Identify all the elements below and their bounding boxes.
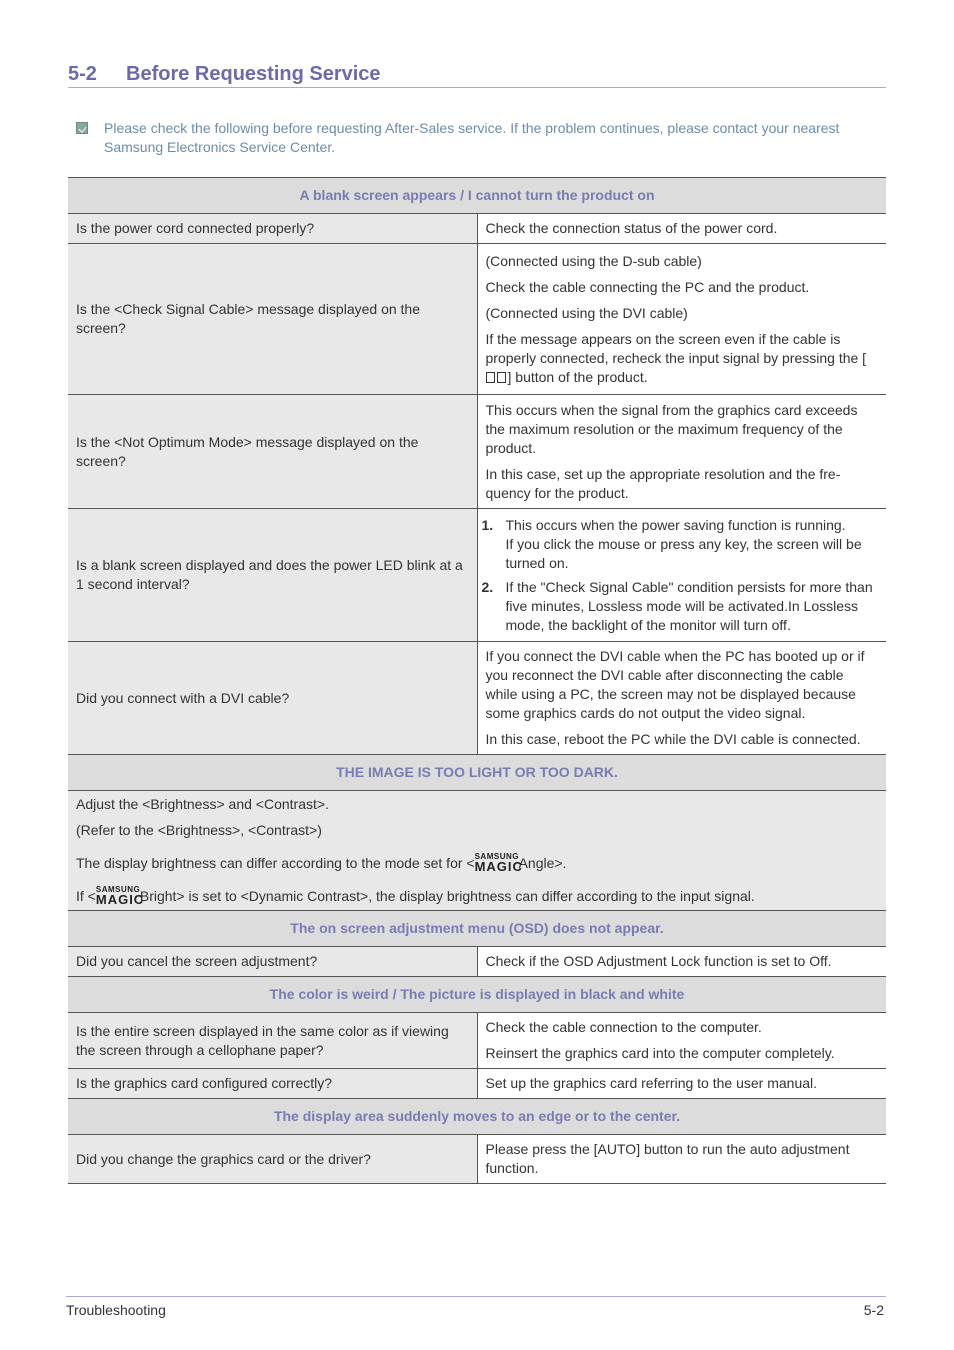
table-row: [68, 395, 886, 509]
logo-bottom: MAGIC: [95, 892, 145, 907]
list-item: [481, 516, 879, 573]
page-footer: [66, 1296, 886, 1323]
section-title-display-area: The display area suddenly moves to an edge or to the center.: [68, 1099, 886, 1135]
text-line: (Refer to the <Brightness>, <Contrast>): [76, 822, 322, 838]
note-text: Please check the following before requesting After-Sales service. If the problem continues, please contact your nearest Samsung Electronics Service Center.: [104, 120, 840, 155]
answer-cell: [477, 244, 886, 395]
table-row: [68, 791, 886, 911]
question-cell: Is the entire screen displayed in the same color as if viewing the screen through a cellophane paper?: [68, 1013, 477, 1069]
question-cell: Did you connect with a DVI cable?: [68, 642, 477, 755]
text-segment: Angle>.: [518, 855, 567, 871]
question-cell: Did you cancel the screen adjustment?: [68, 947, 477, 977]
answer-line: This occurs when the signal from the graphics card exceeds the maximum resolution or the maximum frequency of the product.: [485, 401, 858, 456]
section-title-brightness: THE IMAGE IS TOO LIGHT OR TOO DARK.: [68, 755, 886, 791]
question-cell: Is a blank screen displayed and does the power LED blink at a 1 second interval?: [68, 509, 477, 642]
table-row: [68, 509, 886, 642]
table-row: [68, 1013, 886, 1069]
logo-top: SAMSUNG: [474, 852, 519, 861]
question-cell: Is the <Not Optimum Mode> message displayed on the screen?: [68, 395, 477, 509]
service-note: [76, 119, 876, 157]
answer-line: In this case, set up the appropriate resolution and the fre-quency for the product.: [485, 465, 841, 501]
table-row: [68, 1069, 886, 1099]
answer-line: Check the cable connecting the PC and the product.: [485, 278, 810, 295]
enter-button-icon: [497, 372, 506, 383]
answer-text: ] button of the product.: [507, 368, 648, 385]
section-header-row: [68, 1099, 886, 1135]
section-title-blank-screen: A blank screen appears / I cannot turn the product on: [68, 178, 886, 214]
text-line: Adjust the <Brightness> and <Contrast>.: [76, 796, 329, 812]
section-header-row: [68, 977, 886, 1013]
answer-cell: [477, 1013, 886, 1069]
text-line: [76, 852, 878, 873]
footer-page-number: 5-2: [863, 1302, 884, 1318]
answer-line: (Connected using the D-sub cable): [485, 252, 702, 269]
note-icon: [76, 122, 88, 134]
question-cell: Is the power cord connected properly?: [68, 214, 477, 244]
answer-line: Check the cable connection to the computer.: [485, 1019, 762, 1035]
section-title: Before Requesting Service: [126, 63, 381, 85]
step-text: If the "Check Signal Cable" condition persists for more than five minutes, Lossless mode will be activated.In Lossless mode, the backlight of the monitor will turn off.: [505, 578, 873, 633]
text-segment: The display brightness can differ according to the mode set for <: [76, 855, 475, 871]
answer-line: [486, 330, 879, 387]
question-cell: Is the <Check Signal Cable> message displayed on the screen?: [68, 244, 477, 395]
samsung-magic-logo: [474, 852, 523, 874]
table-row: [68, 642, 886, 755]
question-cell: Did you change the graphics card or the driver?: [68, 1135, 477, 1184]
answer-line: (Connected using the DVI cable): [485, 304, 688, 321]
step-text: This occurs when the power saving function is running.: [505, 516, 846, 533]
footer-chapter: Troubleshooting: [66, 1302, 166, 1318]
step-text: If you click the mouse or press any key, the screen will be turned on.: [505, 535, 862, 571]
step-number: 2.: [481, 578, 494, 595]
list-item: [481, 578, 879, 635]
answer-text: If the message appears on the screen even if the cable is properly connected, recheck the input signal by pressing the [: [485, 330, 867, 366]
section-title-color: The color is weird / The picture is displayed in black and white: [68, 977, 886, 1013]
logo-top: SAMSUNG: [95, 885, 141, 894]
table-row: [68, 947, 886, 977]
answer-line: If you connect the DVI cable when the PC has booted up or if you reconnect the DVI cable after disconnecting the cable while using a PC, the screen may not be displayed because some graphics cards do not output the video signal.: [485, 648, 865, 721]
section-title-osd: The on screen adjustment menu (OSD) does not appear.: [68, 911, 886, 947]
section-header-row: [68, 755, 886, 791]
text-segment: Bright> is set to <Dynamic Contrast>, the display brightness can differ according to the input signal.: [139, 888, 755, 904]
section-header-row: [68, 178, 886, 214]
source-button-icon: [486, 372, 495, 383]
samsung-magic-logo: [95, 885, 145, 907]
answer-line: In this case, reboot the PC while the DVI cable is connected.: [485, 731, 861, 747]
answer-cell: Check if the OSD Adjustment Lock function is set to Off.: [477, 947, 886, 977]
full-width-cell: [68, 791, 886, 911]
step-number: 1.: [481, 516, 494, 533]
table-row: [68, 214, 886, 244]
answer-cell: [477, 509, 886, 642]
table-row: [68, 244, 886, 395]
section-number: 5-2: [68, 63, 97, 85]
answer-cell: Please press the [AUTO] button to run the auto adjustment function.: [477, 1135, 886, 1184]
section-heading: [68, 62, 886, 88]
answer-cell: [477, 395, 886, 509]
logo-bottom: MAGIC: [474, 859, 523, 874]
answer-cell: Set up the graphics card referring to the user manual.: [477, 1069, 886, 1099]
answer-line: Reinsert the graphics card into the computer completely.: [485, 1045, 835, 1061]
table-row: [68, 1135, 886, 1184]
troubleshooting-table: [68, 177, 886, 1184]
answer-cell: [477, 642, 886, 755]
answer-steps: [481, 516, 879, 635]
text-line: [76, 885, 878, 906]
section-header-row: [68, 911, 886, 947]
answer-cell: Check the connection status of the power cord.: [477, 214, 886, 244]
text-segment: If <: [76, 888, 96, 904]
question-cell: Is the graphics card configured correctly?: [68, 1069, 477, 1099]
